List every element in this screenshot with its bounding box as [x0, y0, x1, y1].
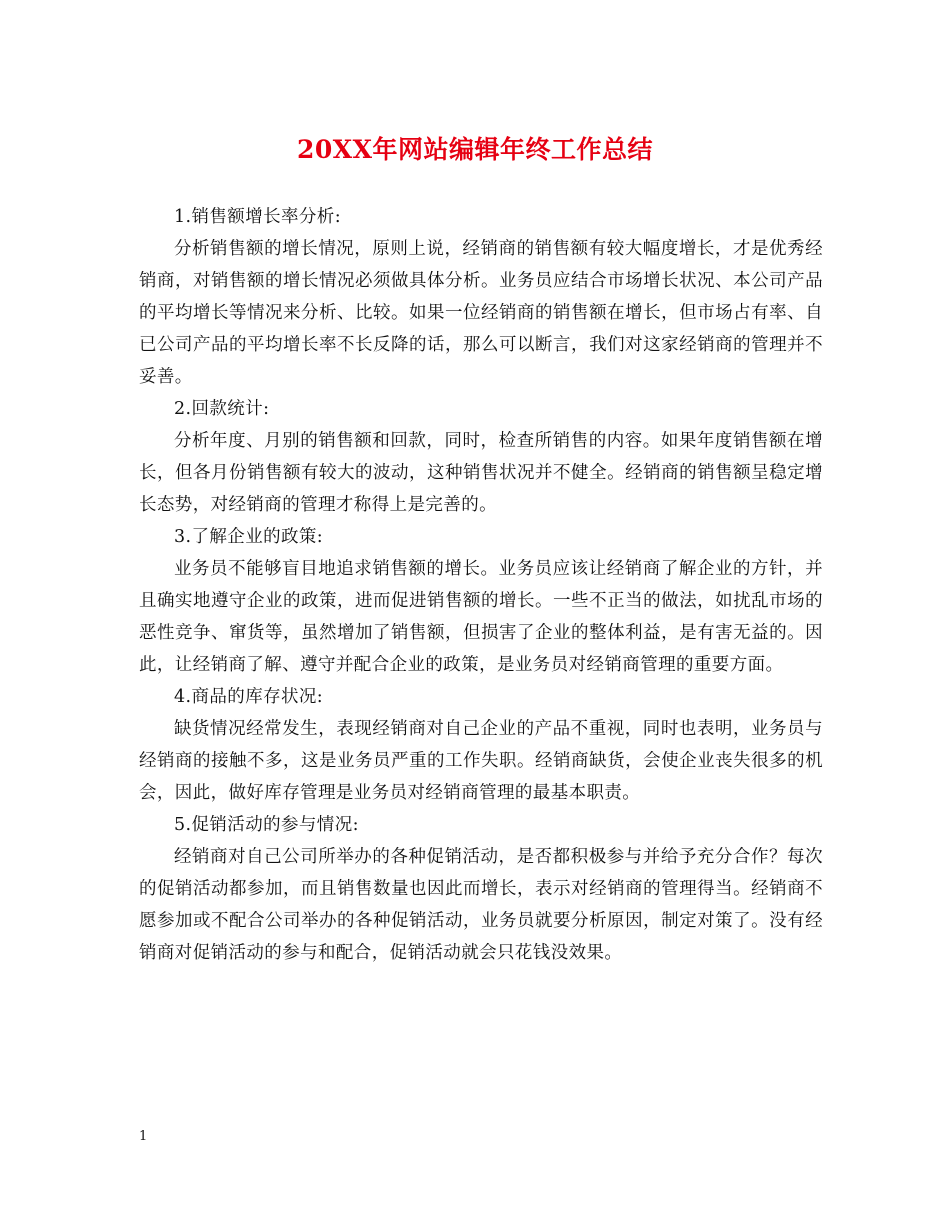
section-heading-2: 2.回款统计: [174, 399, 270, 419]
section-body-1: 分析销售额的增长情况，原则上说，经销商的销售额有较大幅度增长，才是优秀经销商，对销售额的增长情况必须做具体分析。业务员应结合市场增长状况、本公司产品的平均增长等情况来分析、比较。如果一位经销商的销售额在增长，但市场占有率、自已公司产品的平均增长率不长反降的话，那么可以断言，我们对这家经销商的管理并不妥善。 [139, 239, 823, 387]
section-heading-5: 5.促销活动的参与情况: [174, 815, 359, 835]
section-heading-1: 1.销售额增长率分析: [174, 207, 341, 227]
section-body-3: 业务员不能够盲目地追求销售额的增长。业务员应该让经销商了解企业的方针，并且确实地遵守企业的政策，进而促进销售额的增长。一些不正当的做法，如扰乱市场的恶性竞争、窜货等，虽然增加了销售额，但损害了企业的整体利益，是有害无益的。因此，让经销商了解、遵守并配合企业的政策，是业务员对经销商管理的重要方面。 [139, 559, 823, 675]
section-body-5: 经销商对自己公司所举办的各种促销活动，是否都积极参与并给予充分合作？每次的促销活动都参加，而且销售数量也因此而增长，表示对经销商的管理得当。经销商不愿参加或不配合公司举办的各种促销活动，业务员就要分析原因，制定对策了。没有经销商对促销活动的参与和配合，促销活动就会只花钱没效果。 [139, 847, 823, 963]
page-number: 1 [139, 1129, 148, 1144]
document-title: 20XX年网站编辑年终工作总结 [296, 135, 654, 164]
document-content [139, 201, 823, 969]
section-heading-4: 4.商品的库存状况: [174, 687, 324, 707]
section-heading-3: 3.了解企业的政策: [174, 527, 324, 547]
section-body-2: 分析年度、月别的销售额和回款，同时，检查所销售的内容。如果年度销售额在增长，但各月份销售额有较大的波动，这种销售状况并不健全。经销商的销售额呈稳定增长态势，对经销商的管理才称得上是完善的。 [139, 431, 823, 515]
section-body-4: 缺货情况经常发生，表现经销商对自己企业的产品不重视，同时也表明，业务员与经销商的接触不多，这是业务员严重的工作失职。经销商缺货，会使企业丧失很多的机会，因此，做好库存管理是业务员对经销商管理的最基本职责。 [139, 719, 823, 803]
